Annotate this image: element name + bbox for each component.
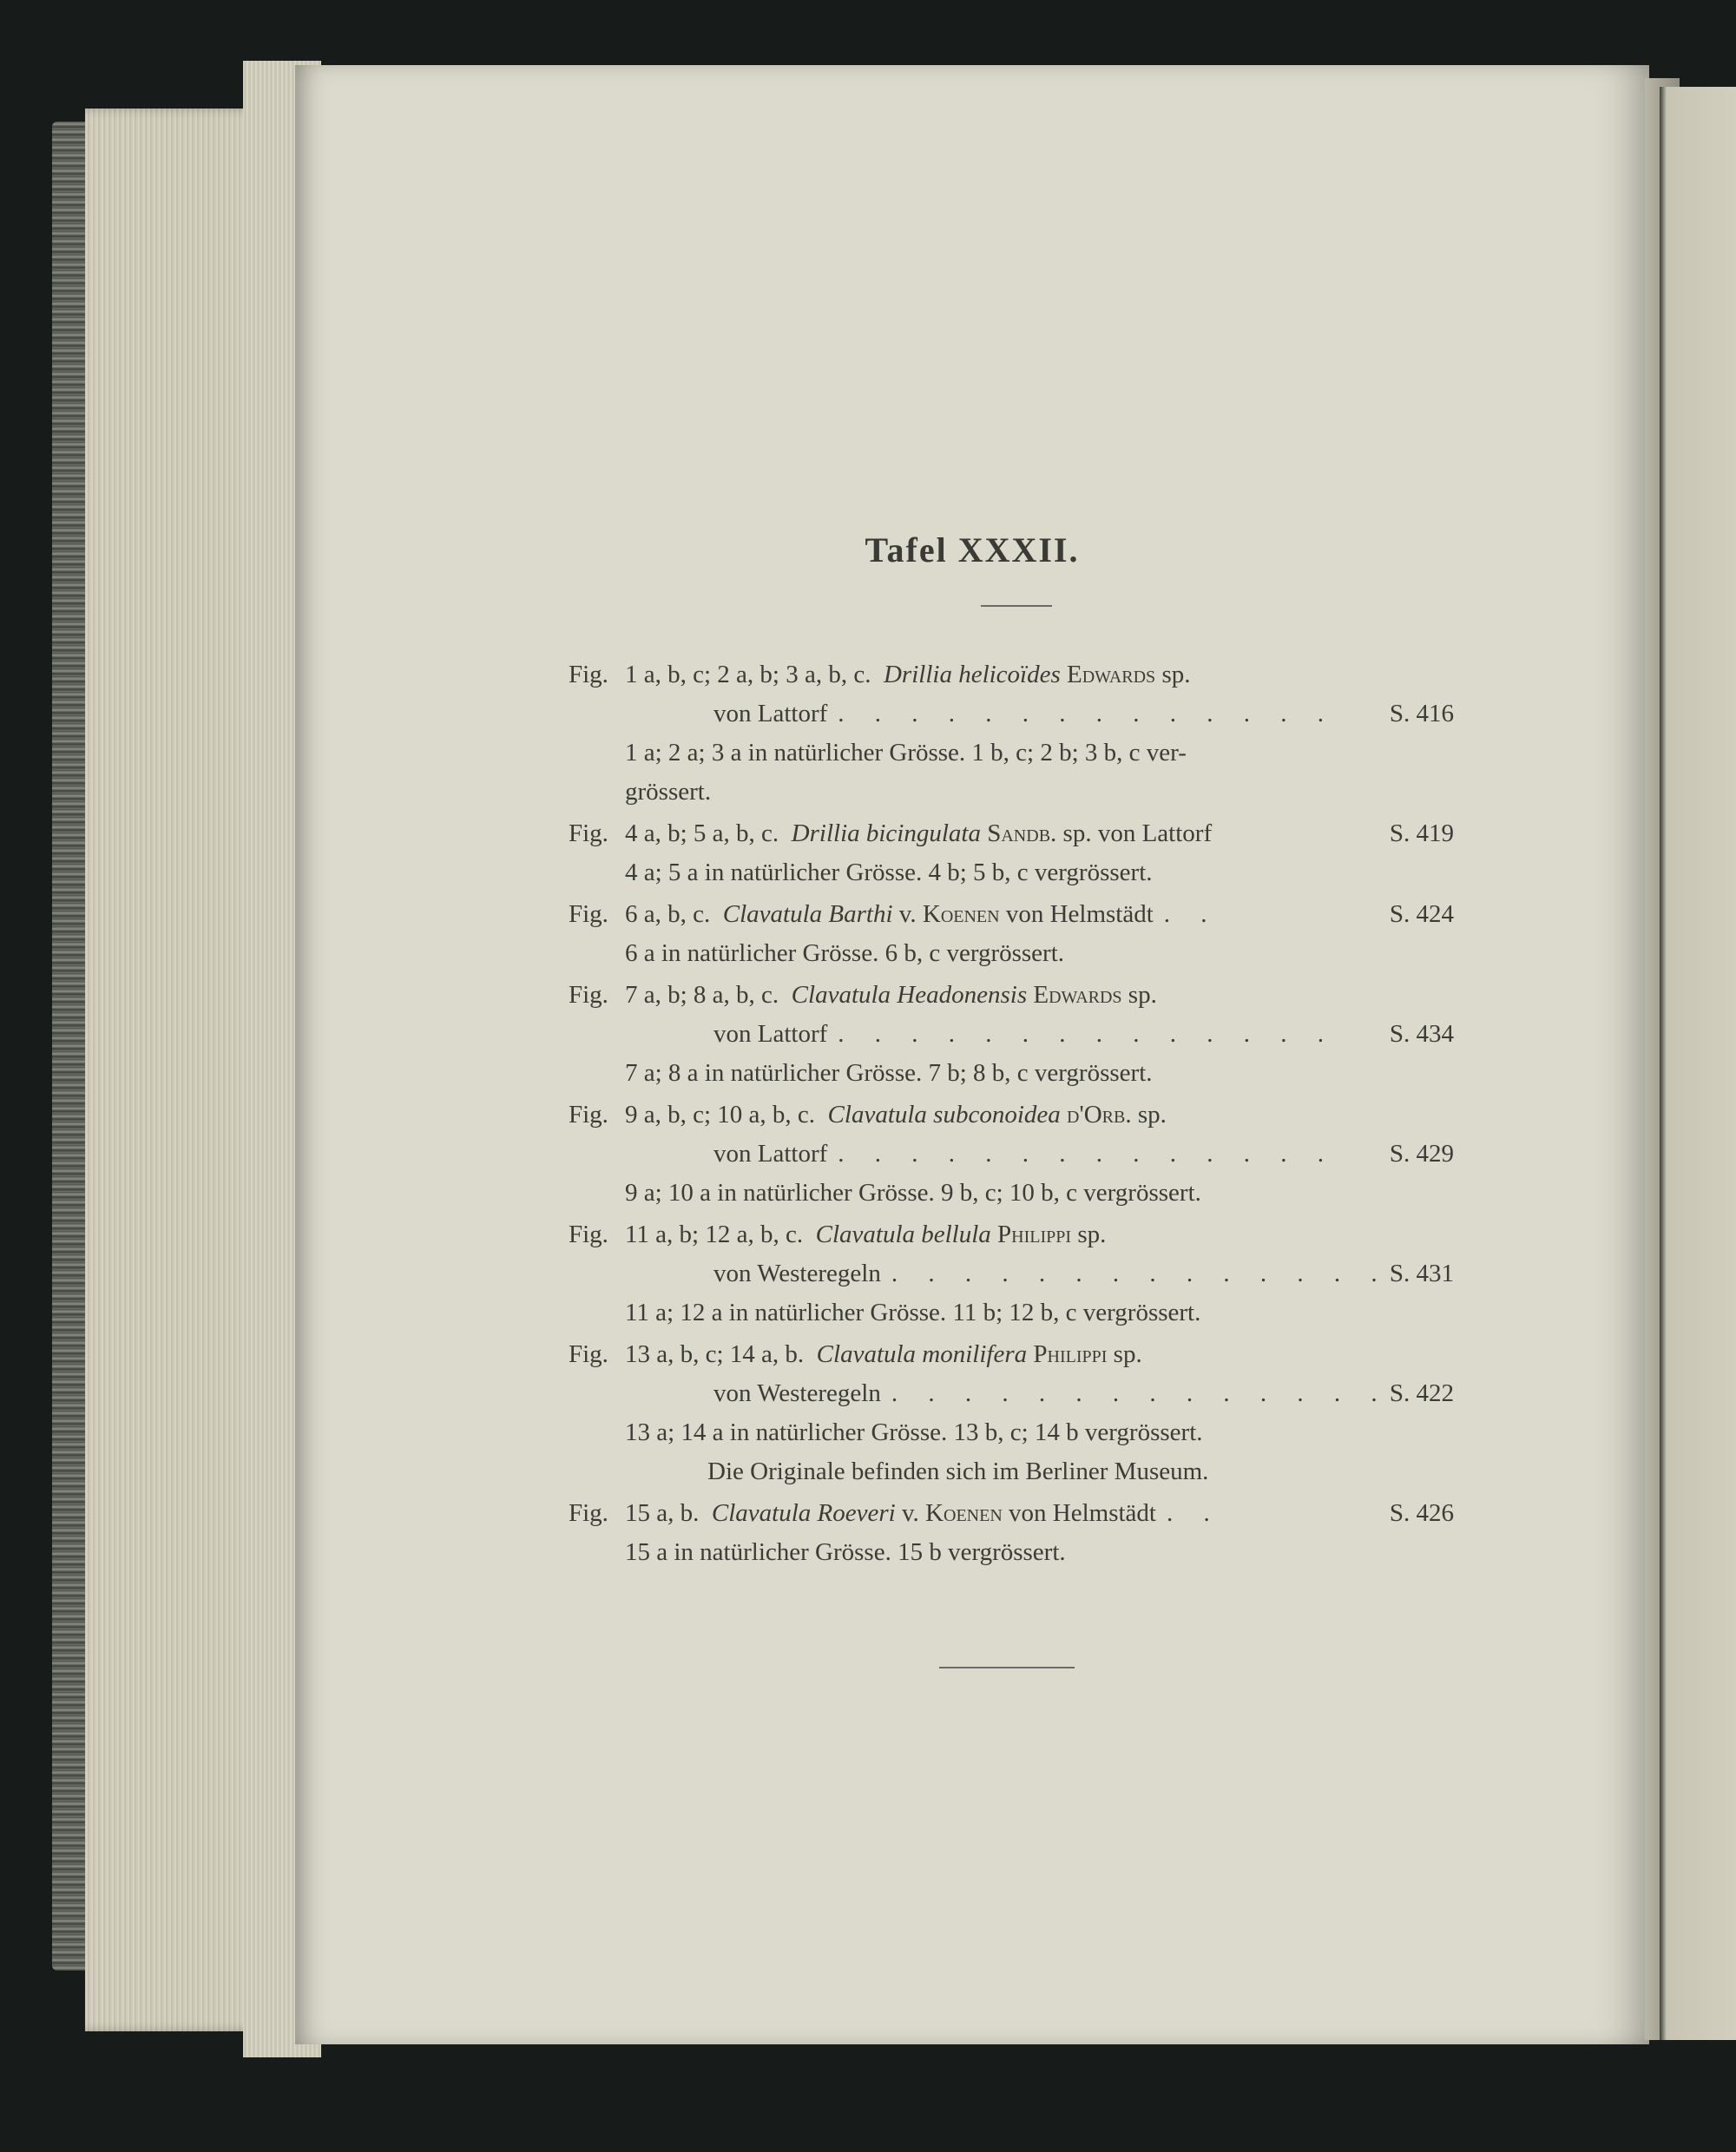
leader-dots: . . . . . . . . . . . . . . <box>838 1020 1337 1048</box>
locality: von Westeregeln <box>713 1260 881 1287</box>
legend-entry <box>569 1096 1454 1213</box>
species-suffix: sp. <box>1128 981 1157 1009</box>
entry-description: 6 a in natürlicher Grösse. 6 b, c vergrössert. <box>625 939 1065 967</box>
species-name: Clavatula monilifera <box>816 1340 1028 1368</box>
author-name: Koenen <box>925 1499 1003 1527</box>
author-name: Koenen <box>922 900 1000 928</box>
entry-description: 11 a; 12 a in natürlicher Grösse. 11 b; 12 b, c vergrössert. <box>625 1299 1201 1326</box>
species-name: Drillia helicoïdes <box>883 661 1061 688</box>
species-suffix: sp. von Lattorf <box>1062 819 1213 847</box>
fig-label: Fig. <box>569 819 608 847</box>
legend-entry <box>569 976 1454 1093</box>
leader-dots: . . . . . . . . . . . . . . <box>891 1260 1390 1287</box>
author-name: Philippi <box>1033 1340 1108 1368</box>
page-reference: S. 419 <box>1389 819 1454 847</box>
species-name: Clavatula Barthi <box>722 900 893 928</box>
figure-numbers: 1 a, b, c; 2 a, b; 3 a, b, c. <box>625 661 871 688</box>
legend-entry <box>569 814 1454 892</box>
entry-description: 4 a; 5 a in natürlicher Grösse. 4 b; 5 b, c vergrössert. <box>625 859 1153 886</box>
entry-description: 1 a; 2 a; 3 a in natürlicher Grösse. 1 b, c; 2 b; 3 b, c ver- <box>625 739 1187 767</box>
fig-label: Fig. <box>569 900 608 928</box>
author-name: Edwards <box>1067 661 1156 688</box>
fig-label: Fig. <box>569 1221 608 1248</box>
author-name: Philippi <box>997 1221 1072 1248</box>
author-name: Sandb. <box>987 819 1057 847</box>
entry-note: Die Originale befinden sich im Berliner Museum. <box>707 1458 1209 1485</box>
species-name: Clavatula Roeveri <box>711 1499 896 1527</box>
page-reference: S. 416 <box>1389 700 1454 727</box>
locality: von Westeregeln <box>713 1379 881 1407</box>
page-reference: S. 431 <box>1389 1260 1454 1287</box>
figure-numbers: 9 a, b, c; 10 a, b, c. <box>625 1101 816 1129</box>
plate-legend <box>569 655 1454 1575</box>
fig-label: Fig. <box>569 1101 608 1129</box>
page-reference: S. 426 <box>1389 1499 1454 1527</box>
legend-entry <box>569 895 1454 973</box>
closing-rule <box>939 1667 1075 1668</box>
plate-title: Tafel XXXII. <box>865 530 1080 569</box>
species-suffix: von Helmstädt <box>1005 900 1154 928</box>
entry-description: 7 a; 8 a in natürlicher Grösse. 7 b; 8 b, c vergrössert. <box>625 1059 1153 1087</box>
fig-label: Fig. <box>569 1340 608 1368</box>
figure-numbers: 7 a, b; 8 a, b, c. <box>625 981 779 1009</box>
species-name: Clavatula bellula <box>815 1221 991 1248</box>
locality: von Lattorf <box>713 700 828 727</box>
leader-dots: . . <box>1166 1499 1222 1527</box>
fig-label: Fig. <box>569 661 608 688</box>
legend-entry <box>569 1494 1454 1572</box>
figure-numbers: 6 a, b, c. <box>625 900 711 928</box>
legend-entry <box>569 1335 1454 1491</box>
page-reference: S. 434 <box>1389 1020 1454 1048</box>
fig-label: Fig. <box>569 1499 608 1527</box>
figure-numbers: 13 a, b, c; 14 a, b. <box>625 1340 805 1368</box>
leader-dots: . . . . . . . . . . . . . . <box>891 1379 1390 1407</box>
entry-description-continued: grössert. <box>625 778 712 806</box>
fig-label: Fig. <box>569 981 608 1009</box>
locality: von Lattorf <box>713 1140 828 1168</box>
page-reference: S. 424 <box>1389 900 1454 928</box>
species-suffix: sp. <box>1113 1340 1142 1368</box>
figure-numbers: 4 a, b; 5 a, b, c. <box>625 819 779 847</box>
legend-entry <box>569 1215 1454 1333</box>
title-rule <box>981 605 1052 607</box>
entry-description: 9 a; 10 a in natürlicher Grösse. 9 b, c; 10 b, c vergrössert. <box>625 1179 1201 1207</box>
facing-page-edge <box>1660 87 1736 2040</box>
species-suffix: von Helmstädt <box>1009 1499 1156 1527</box>
page-reference: S. 422 <box>1389 1379 1454 1407</box>
leader-dots: . . <box>1163 900 1220 928</box>
species-name: Clavatula Headonensis <box>791 981 1028 1009</box>
locality: von Lattorf <box>713 1020 828 1048</box>
legend-entry <box>569 655 1454 812</box>
species-suffix: sp. <box>1077 1221 1107 1248</box>
species-name: Drillia bicingulata <box>791 819 981 847</box>
page-reference: S. 429 <box>1389 1140 1454 1168</box>
species-suffix: sp. <box>1137 1101 1167 1129</box>
leader-dots: . . . . . . . . . . . . . . <box>838 1140 1337 1168</box>
author-name: Edwards <box>1033 981 1122 1009</box>
figure-numbers: 11 a, b; 12 a, b, c. <box>625 1221 804 1248</box>
entry-description: 13 a; 14 a in natürlicher Grösse. 13 b, c; 14 b vergrössert. <box>625 1418 1203 1446</box>
leader-dots: . . . . . . . . . . . . . . <box>838 700 1337 727</box>
species-name: Clavatula subconoidea <box>827 1101 1061 1129</box>
species-suffix: sp. <box>1161 661 1191 688</box>
author-prefix: v. <box>901 1499 919 1527</box>
author-name: d'Orb. <box>1067 1101 1132 1129</box>
author-prefix: v. <box>898 900 917 928</box>
figure-numbers: 15 a, b. <box>625 1499 700 1527</box>
entry-description: 15 a in natürlicher Grösse. 15 b vergrössert. <box>625 1538 1066 1566</box>
